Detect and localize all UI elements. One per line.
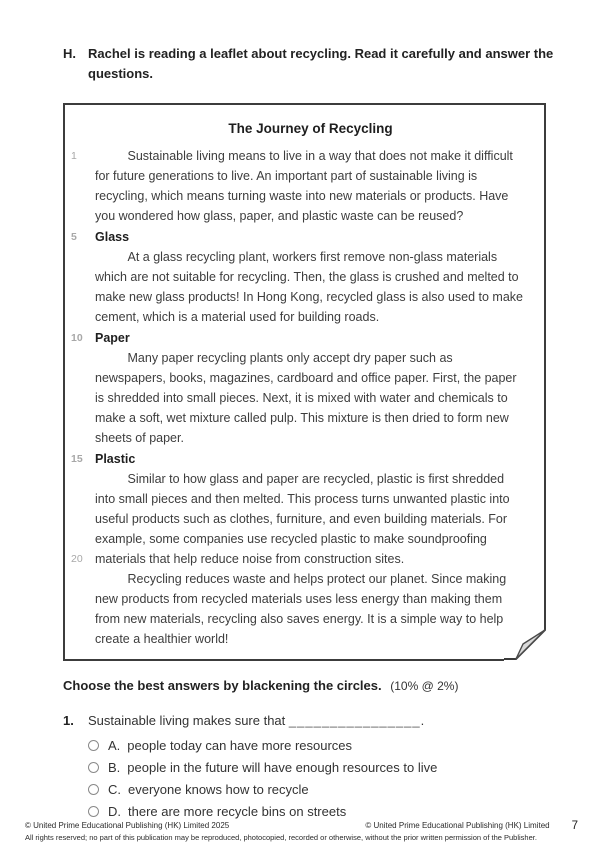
option-a-text: people today can have more resources — [127, 738, 353, 753]
option-b[interactable] — [88, 760, 568, 775]
exercise-header — [63, 44, 568, 83]
leaflet-title: The Journey of Recycling — [228, 121, 393, 136]
line-number-20: 20 — [71, 553, 83, 565]
leaflet-box — [63, 103, 546, 661]
mc-instruction — [63, 678, 568, 693]
leaflet-paragraph-paper: Many paper recycling plants only accept dry paper such as newspapers, books, magazines, cardboard and office paper. First, the paper is shredded into small pieces. Next, it is mixed with water and chemicals to make a soft, wet mixture called pulp. This mixture is then dried to form new sheets of paper. — [95, 351, 517, 445]
leaflet-heading-glass: 5 Glass — [71, 230, 130, 244]
exercise-label: H. — [63, 46, 76, 61]
option-a-letter: A. — [108, 738, 121, 753]
line-number-1: 1 — [71, 150, 77, 162]
exercise-instruction: Rachel is reading a leaflet about recycling. Read it carefully and answer the questions. — [88, 46, 554, 81]
answer-bubble-a[interactable] — [88, 740, 99, 751]
option-b-letter: B. — [108, 760, 121, 775]
options-list — [63, 738, 568, 819]
leaflet-paragraph-plastic: 20 Similar to how glass and paper are recycled, plastic is first shredded into small pieces and then melted. This process turns unwanted plastic into useful products such as clothes, furniture, and even building materials. For example, some companies use recycled plastic to make soundproofing materials that help reduce noise from construction sites. — [71, 472, 510, 566]
answer-bubble-b[interactable] — [88, 762, 99, 773]
line-number-10: 10 — [71, 332, 83, 344]
leaflet-heading-plastic: 15 Plastic — [71, 452, 136, 466]
option-b-text: people in the future will have enough resources to live — [127, 760, 438, 775]
mc-instruction-text: Choose the best answers by blackening the circles. — [63, 678, 382, 693]
answer-bubble-c[interactable] — [88, 784, 99, 795]
leaflet-heading-paper: 10 Paper — [71, 331, 130, 345]
line-number-5: 5 — [71, 231, 77, 243]
rights-statement: All rights reserved; no part of this publication may be reproduced, photocopied, recorded or otherwise, without the prior written permission of the Publisher. — [25, 833, 537, 842]
option-a[interactable] — [88, 738, 568, 753]
question-1 — [63, 711, 568, 826]
option-d[interactable] — [88, 804, 568, 819]
folded-corner-icon — [504, 619, 546, 661]
leaflet-paragraph-intro: 1 Sustainable living means to live in a way that does not make it difficult for future generations to live. An important part of sustainable living is recycling, which means turning waste into new materials or products. Have you wondered how glass, paper, and plastic waste can be reused? — [71, 149, 513, 223]
option-d-text: there are more recycle bins on streets — [128, 804, 347, 819]
question-stem: Sustainable living makes sure that ________________. — [88, 713, 425, 728]
line-number-15: 15 — [71, 453, 83, 465]
copyright-left: © United Prime Educational Publishing (HK) Limited 2025 — [25, 821, 230, 830]
mc-marks: (10% @ 2%) — [390, 679, 459, 693]
option-c-text: everyone knows how to recycle — [128, 782, 309, 797]
leaflet-paragraph-conclusion: Recycling reduces waste and helps protect our planet. Since making new products from recycled materials uses less energy than making them from new materials, recycling also saves energy. It is a simple way to help create a healthier world! — [95, 572, 507, 646]
option-c[interactable] — [88, 782, 568, 797]
leaflet-paragraph-glass: At a glass recycling plant, workers first remove non-glass materials which are not suitable for recycling. Then, the glass is crushed and melted to make new glass products! In Hong Kong, recycled glass is also used to make cement, which is a material used for building roads. — [95, 250, 523, 324]
question-number: 1. — [63, 713, 74, 728]
page-footer — [25, 818, 578, 842]
copyright-right: © United Prime Educational Publishing (HK) Limited — [365, 821, 550, 830]
answer-blank[interactable]: ________________ — [288, 713, 421, 728]
option-c-letter: C. — [108, 782, 121, 797]
option-d-letter: D. — [108, 804, 121, 819]
answer-bubble-d[interactable] — [88, 806, 99, 817]
page-number: 7 — [571, 820, 578, 832]
